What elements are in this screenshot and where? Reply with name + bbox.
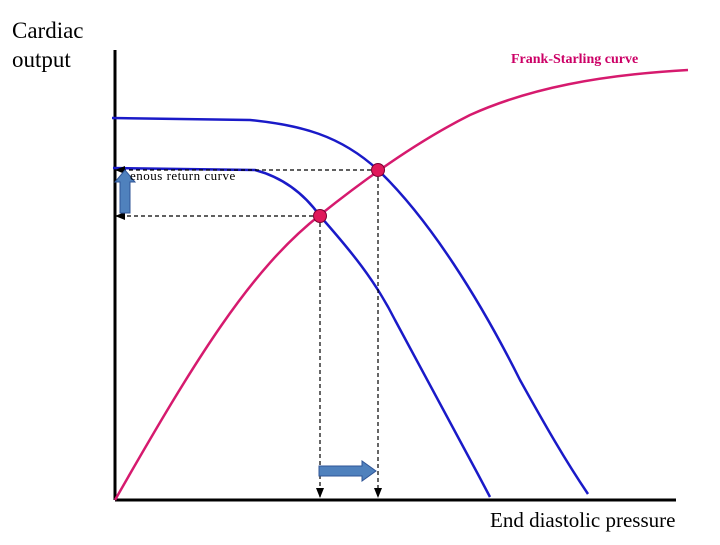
rightward-shift-arrow <box>319 461 376 481</box>
frank-starling-label: Frank-Starling curve <box>511 52 639 67</box>
shifted-equilibrium <box>314 210 327 223</box>
frank-starling-curve <box>115 70 688 500</box>
venous-return-curve-lower <box>113 168 490 497</box>
y-axis-label-text: Cardiac output <box>12 18 84 72</box>
x-axis-label: End diastolic pressure <box>490 508 676 532</box>
venous-return-label: enous return curve <box>130 168 236 183</box>
original-equilibrium <box>372 164 385 177</box>
y-axis-label <box>12 16 92 74</box>
